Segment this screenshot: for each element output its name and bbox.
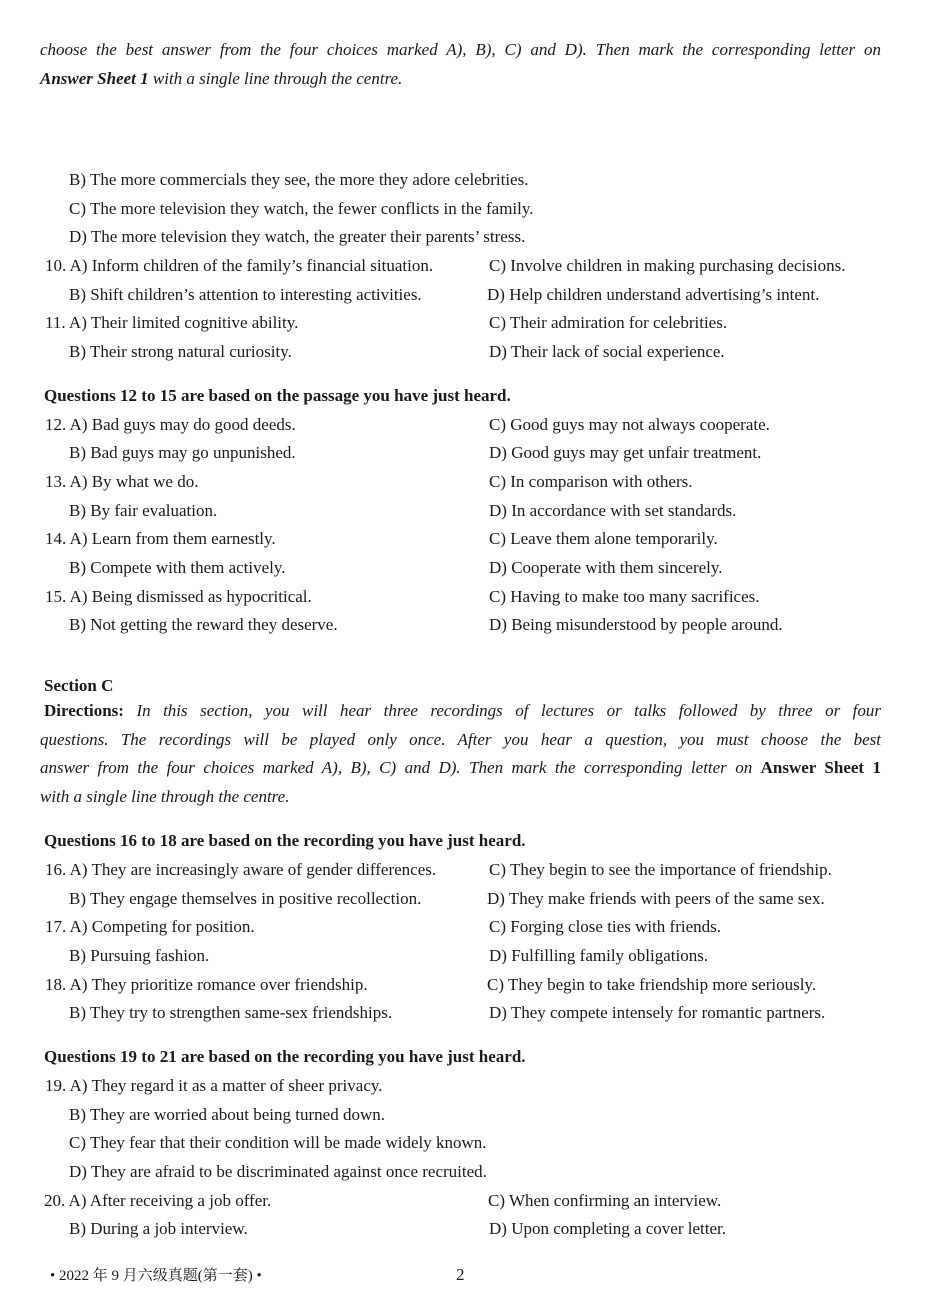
q20-option-b: B) During a job interview. <box>69 1219 248 1238</box>
q10-option-b: B) Shift children’s attention to interesting activities. <box>69 285 422 304</box>
q19-option-c: C) They fear that their condition will be made widely known. <box>69 1133 487 1152</box>
q12-option-b: B) Bad guys may go unpunished. <box>69 443 296 462</box>
page-number: 2 <box>456 1265 465 1284</box>
q11-option-a: 11. A) Their limited cognitive ability. <box>45 313 299 332</box>
q19-option-b: B) They are worried about being turned down. <box>69 1105 385 1124</box>
directions-label: Directions: <box>44 701 124 720</box>
q16-option-d: D) They make friends with peers of the same sex. <box>487 889 825 908</box>
q20-option-d: D) Upon completing a cover letter. <box>489 1219 726 1238</box>
heading-questions-12-15: Questions 12 to 15 are based on the passage you have just heard. <box>44 386 511 405</box>
directions-line-1: choose the best answer from the four choices marked A), B), C) and D). Then mark the corresponding letter on <box>40 40 881 59</box>
section-c-directions-line-2: questions. The recordings will be played only once. After you hear a question, you must choose the best <box>40 730 881 749</box>
q10-option-a: 10. A) Inform children of the family’s financial situation. <box>45 256 434 275</box>
q16-option-a: 16. A) They are increasingly aware of gender differences. <box>45 860 437 879</box>
q20-option-a: 20. A) After receiving a job offer. <box>44 1191 272 1210</box>
heading-questions-19-21: Questions 19 to 21 are based on the recording you have just heard. <box>44 1047 526 1066</box>
q15-option-d: D) Being misunderstood by people around. <box>489 615 783 634</box>
q13-option-c: C) In comparison with others. <box>489 472 693 491</box>
section-c-directions-line-1 <box>44 701 881 721</box>
section-c-title: Section C <box>44 676 114 695</box>
q11-option-b: B) Their strong natural curiosity. <box>69 342 292 361</box>
section-c-directions-line-3 <box>40 758 881 778</box>
q10-option-c: C) Involve children in making purchasing decisions. <box>489 256 846 275</box>
section-c-line-3-text: answer from the four choices marked A), B), C) and D). Then mark the corresponding letter on <box>40 758 761 777</box>
q17-option-b: B) Pursuing fashion. <box>69 946 210 965</box>
q14-option-c: C) Leave them alone temporarily. <box>489 529 718 548</box>
section-c-line-1-text: In this section, you will hear three recordings of lectures or talks followed by three or four <box>136 701 882 720</box>
q9-option-b: B) The more commercials they see, the more they adore celebrities. <box>69 170 529 189</box>
q18-option-d: D) They compete intensely for romantic partners. <box>489 1003 826 1022</box>
footer-exam-label: • 2022 年 9 月六级真题(第一套) • <box>50 1268 262 1284</box>
q19-option-a: 19. A) They regard it as a matter of sheer privacy. <box>45 1076 383 1095</box>
q11-option-d: D) Their lack of social experience. <box>489 342 725 361</box>
section-c-answer-sheet-ref: Answer Sheet 1 <box>760 758 881 777</box>
q14-option-d: D) Cooperate with them sincerely. <box>489 558 723 577</box>
q13-option-a: 13. A) By what we do. <box>45 472 199 491</box>
q10-option-d: D) Help children understand advertising’s intent. <box>487 285 820 304</box>
q17-option-c: C) Forging close ties with friends. <box>489 917 721 936</box>
q18-option-c: C) They begin to take friendship more seriously. <box>487 975 817 994</box>
q15-option-b: B) Not getting the reward they deserve. <box>69 615 338 634</box>
q18-option-b: B) They try to strengthen same-sex friendships. <box>69 1003 393 1022</box>
q14-option-a: 14. A) Learn from them earnestly. <box>45 529 276 548</box>
q15-option-c: C) Having to make too many sacrifices. <box>489 587 760 606</box>
q12-option-d: D) Good guys may get unfair treatment. <box>489 443 762 462</box>
q18-option-a: 18. A) They prioritize romance over friendship. <box>45 975 368 994</box>
q12-option-c: C) Good guys may not always cooperate. <box>489 415 770 434</box>
q14-option-b: B) Compete with them actively. <box>69 558 286 577</box>
q13-option-b: B) By fair evaluation. <box>69 501 218 520</box>
directions-line-2-rest: with a single line through the centre. <box>148 69 403 88</box>
q19-option-d: D) They are afraid to be discriminated against once recruited. <box>69 1162 487 1181</box>
q13-option-d: D) In accordance with set standards. <box>489 501 737 520</box>
q20-option-c: C) When confirming an interview. <box>488 1191 722 1210</box>
directions-line-2 <box>40 69 402 89</box>
q11-option-c: C) Their admiration for celebrities. <box>489 313 728 332</box>
q17-option-a: 17. A) Competing for position. <box>45 917 255 936</box>
q16-option-c: C) They begin to see the importance of friendship. <box>489 860 832 879</box>
section-c-directions-line-4: with a single line through the centre. <box>40 787 290 806</box>
q15-option-a: 15. A) Being dismissed as hypocritical. <box>45 587 312 606</box>
answer-sheet-ref: Answer Sheet 1 <box>40 69 149 88</box>
q12-option-a: 12. A) Bad guys may do good deeds. <box>45 415 296 434</box>
q16-option-b: B) They engage themselves in positive recollection. <box>69 889 422 908</box>
q17-option-d: D) Fulfilling family obligations. <box>489 946 709 965</box>
heading-questions-16-18: Questions 16 to 18 are based on the recording you have just heard. <box>44 831 526 850</box>
q9-option-d: D) The more television they watch, the greater their parents’ stress. <box>69 227 526 246</box>
q9-option-c: C) The more television they watch, the fewer conflicts in the family. <box>69 199 534 218</box>
